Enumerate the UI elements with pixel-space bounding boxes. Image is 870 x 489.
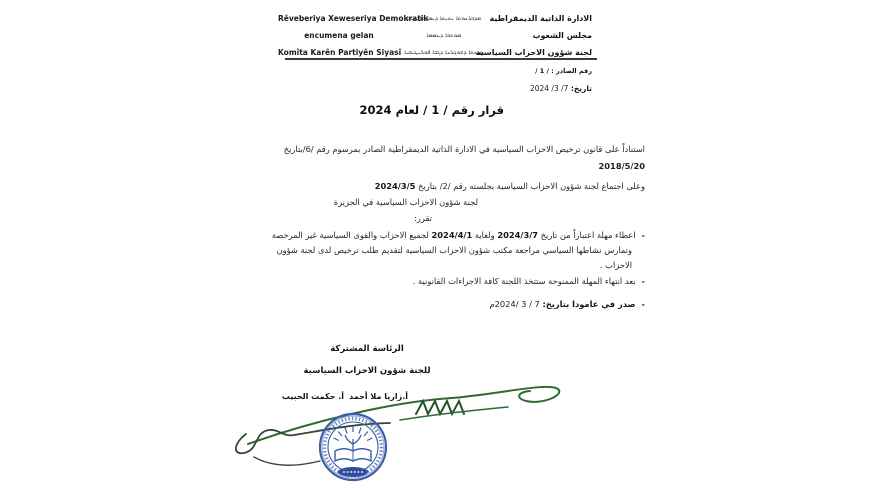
- meeting-clause-date: 2024/3/5: [374, 181, 416, 191]
- date-line: [530, 84, 592, 93]
- bullet1-text-a: اعطاء مهلة اعتباراً من تاريخ: [538, 230, 636, 240]
- header-arabic-block: [475, 10, 592, 61]
- statute-clause-line-1: استناداً على قانون ترخيص الاحزاب السياسية في الادارة الذاتية الديمقراطية الصادر بمرسوم رقم /6/بتاريخ: [283, 144, 645, 154]
- date-label: تاريخ:: [570, 84, 592, 93]
- bullet-marker: -: [641, 299, 645, 309]
- bullet-grant-deadline-line-1: [272, 230, 645, 240]
- meeting-clause: [375, 181, 645, 191]
- signature-scribble: [200, 360, 600, 475]
- header-syriac-line-3: ܣܝܥܬܐ ܕܫܘܓܠܢܐ ܕܓܒܐ ܦܘܠܝܛܝܩܝܐ: [404, 49, 484, 56]
- committee-line: لجنة شؤون الاحزاب السياسية في الجزيرة: [333, 197, 478, 207]
- bullet1-text-c: لجميع الاحزاب والقوى السياسية غير المرخصة: [271, 230, 432, 240]
- header-syriac-line-1: ܡܕܒܪܢܘܬܐ ܝܬܝܬܐ ܕܝܡܘܩܪܛܝܬܐ: [406, 15, 482, 22]
- header-arabic-line-1: الادارة الذاتية الديمقراطية: [489, 14, 592, 23]
- decree-title: قرار رقم / 1 / لعام 2024: [359, 103, 504, 117]
- issued-label: صدر في عامودا بتاريخ:: [542, 299, 636, 309]
- bullet1-date-2: 2024/4/1: [431, 230, 473, 240]
- bullet1-date-1: 2024/3/7: [497, 230, 539, 240]
- header-syriac-line-2: ܡܘܬܒܐ ܕܥܡܡܐ: [426, 32, 462, 39]
- statute-clause-date: 2018/5/20: [598, 161, 645, 171]
- bullet-grant-deadline-line-3: الاحزاب .: [599, 260, 632, 270]
- header-latin-line-2: encumena gelan: [304, 31, 374, 40]
- bullet1-text-b: ولغاية: [472, 230, 498, 240]
- signatory-right-name: أ.زاريا ملا أحمد: [349, 392, 408, 401]
- signature-title-1: الرئاسة المشتركة: [330, 344, 404, 354]
- issued-line: [489, 299, 645, 309]
- header-latin-line-1: Rêveberiya Xeweseriya Demokratik: [278, 14, 429, 23]
- header-arabic-line-3: لجنة شؤون الاحزاب السياسية: [475, 48, 592, 57]
- issued-date: 7 / 3 /2024م: [489, 299, 543, 309]
- bullet-marker: -: [641, 276, 645, 286]
- header-latin-line-3: Komîta Karên Partiyên Siyasî: [278, 48, 402, 57]
- official-seal: [310, 406, 396, 488]
- meeting-clause-text: وعلى اجتماع لجنة شؤون الاحزاب السياسية بجلسته رقم /2/ بتاريخ: [415, 181, 645, 191]
- decision-label: تقرر:: [414, 213, 432, 223]
- serial-number-line: رقم الصادر : / 1 /: [535, 67, 592, 75]
- header-divider: [285, 58, 597, 60]
- signature-title-2: للجنة شؤون الاحزاب السياسية: [303, 366, 431, 376]
- bullet-grant-deadline-line-2: وتمارس نشاطها السياسي مراجعة مكتب شؤون الاحزاب السياسية لتقديم طلب ترخيص لدى لجنة شؤون: [276, 245, 632, 255]
- bullet-legal-measures: [413, 276, 645, 286]
- bullet-marker: -: [641, 230, 645, 240]
- bullet2-text: بعد انتهاء المهلة الممنوحة ستتخذ اللجنة كافة الاجراءات القانونية .: [412, 276, 636, 286]
- header-latin-block: [278, 10, 429, 61]
- header-arabic-line-2: مجلس الشعوب: [532, 31, 592, 40]
- header-syriac-block: [402, 10, 486, 61]
- signatory-left-name: أ. حكمت الحبيب: [281, 392, 344, 401]
- date-value: 7/ 3/ 2024: [529, 84, 569, 93]
